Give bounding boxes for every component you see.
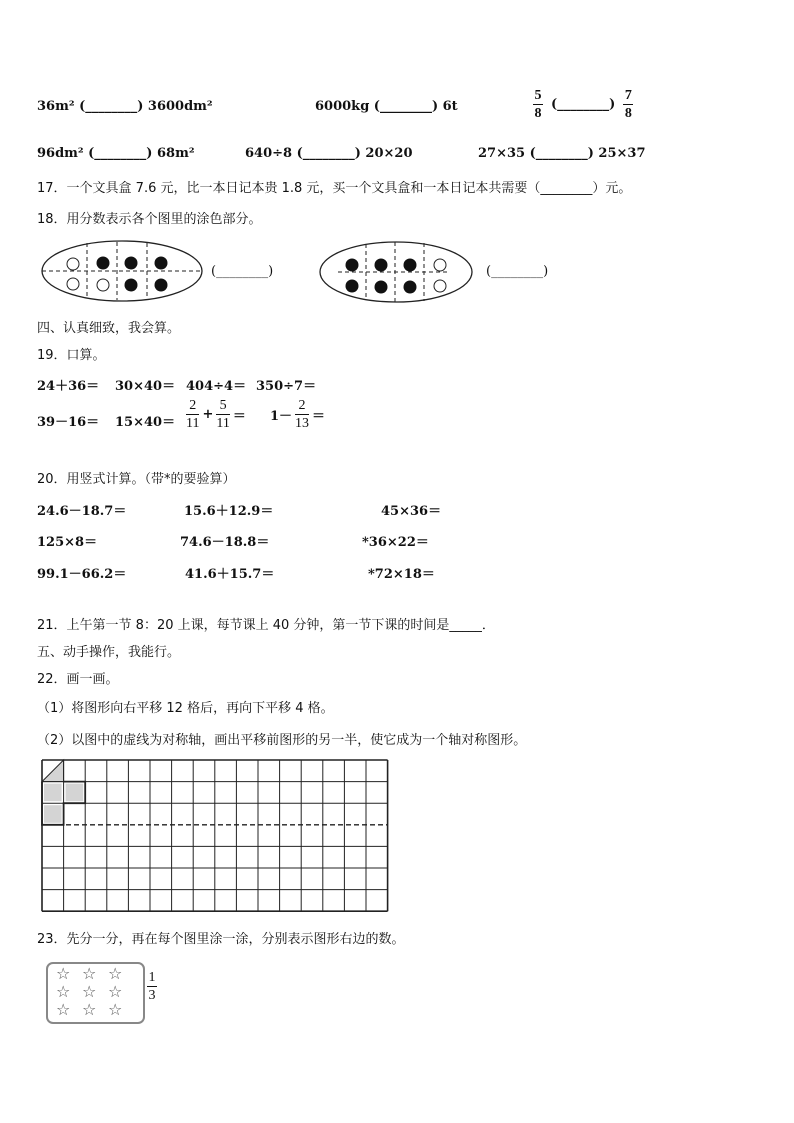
vertical-calc: *72×18＝ [368,567,435,582]
star-icon: ☆ [56,1000,71,1019]
q18-blank-2[interactable]: (________) [486,264,549,279]
star-icon: ☆ [56,964,71,983]
star-icon: ☆ [108,982,123,1001]
q18-blank-1[interactable]: (________) [211,264,274,279]
section-4-heading: 四、认真细致，我会算。 [37,321,181,336]
oral-calc-3: 404÷4＝ [186,379,247,394]
frac-den: 8 [624,106,632,121]
question-20-title: 20．用竖式计算。（带*的要验算） [37,472,236,487]
question-17: 17．一个文具盒 7.6 元，比一本日记本贵 1.8 元，买一个文具盒和一本日记本共需要（________）元。 [37,181,632,196]
compare-r2-b: 640÷8 (________) 20×20 [245,146,413,161]
question-22-part-1: （1）将图形向右平移 12 格后，再向下平移 4 格。 [37,701,334,716]
blank[interactable]: (________) [551,97,616,112]
compare-r1-b: 6000kg (________) 6t [315,99,458,114]
frac-den: 13 [295,416,310,431]
question-22-part-2: （2）以图中的虚线为对称轴，画出平移前图形的另一半，使它成为一个轴对称图形。 [37,733,527,748]
oral-calc-2: 30×40＝ [115,379,176,394]
vertical-calc: 125×8＝ [37,535,98,550]
plus-sign: + [202,407,214,422]
star-icon: ☆ [82,964,97,983]
compare-r2-a: 96dm² (________) 68m² [37,146,195,161]
frac-num: 2 [189,398,197,413]
star-icon: ☆ [82,1000,97,1019]
star-icon: ☆ [56,982,71,1001]
oral-calc-6: 15×40＝ [115,415,176,430]
frac-den: 3 [148,988,156,1003]
frac-num: 1 [148,970,156,985]
star-icon: ☆ [108,964,123,983]
fraction-1-3 [147,970,157,1003]
vertical-calc: 45×36＝ [381,504,442,519]
star-icon: ☆ [108,1000,123,1019]
star-grid [56,964,134,1018]
oral-calc-4: 350÷7＝ [256,379,317,394]
frac-den: 11 [186,416,200,431]
frac-den: 11 [216,416,230,431]
oral-calc-1: 24＋36＝ [37,379,100,394]
vertical-calc: 41.6＋15.7＝ [185,567,275,582]
frac-num: 2 [298,398,306,413]
frac-num: 5 [534,88,542,103]
vertical-calc: 74.6－18.8＝ [180,535,270,550]
question-21: 21．上午第一节 8：20 上课，每节课上 40 分钟，第一节下课的时间是_____． [37,618,495,633]
whole-minus: 1－ [270,409,293,424]
compare-r2-c: 27×35 (________) 25×37 [478,146,646,161]
frac-num: 7 [624,88,632,103]
question-18: 18．用分数表示各个图里的涂色部分。 [37,212,262,227]
oral-calc-5: 39－16＝ [37,415,100,430]
question-22-title: 22．画一画。 [37,672,119,687]
vertical-calc: 24.6－18.7＝ [37,504,127,519]
compare-r1-a: 36m² (________) 3600dm² [37,99,213,114]
section-5-heading: 五、动手操作，我能行。 [37,645,181,660]
frac-num: 5 [219,398,227,413]
frac-den: 8 [534,106,542,121]
equals-sign: ＝ [232,409,246,424]
question-19-title: 19．口算。 [37,348,106,363]
star-icon: ☆ [82,982,97,1001]
equals-sign: ＝ [312,409,326,424]
vertical-calc: 15.6＋12.9＝ [184,504,274,519]
vertical-calc: 99.1－66.2＝ [37,567,127,582]
vertical-calc: *36×22＝ [362,535,429,550]
question-23: 23．先分一分，再在每个图里涂一涂，分别表示图形右边的数。 [37,932,405,947]
